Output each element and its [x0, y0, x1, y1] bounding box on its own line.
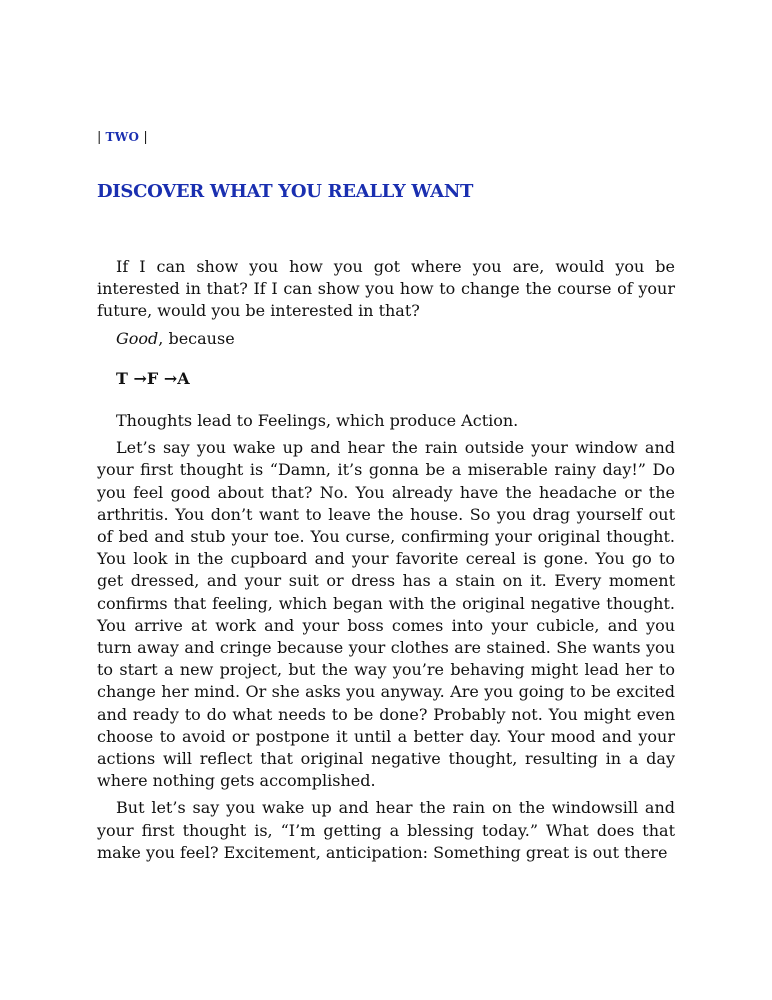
formula: T →F →A: [116, 368, 190, 388]
chapter-label: [97, 130, 675, 145]
paragraph-3: Thoughts lead to Feelings, which produce Action.: [116, 411, 519, 431]
paragraph-4: Let’s say you wake up and hear the rain outside your window and your first thought is “Damn, it’s gonna be a miserable rainy day!” Do you feel good about that? No. You already have the headache or the arthritis. You don’t want to leave the house. So you drag yourself out of bed and stub your toe. You curse, confirming your original thought. You look in the cupboard and your favorite cereal is gone. You go to get dressed, and your suit or dress has a stain on it. Every moment confirms that feeling, which began with the original negative thought. You arrive at work and your boss comes into your cubicle, and you turn away and cringe because your clothes are stained. She wants you to start a new project, but the way you’re behaving might lead her to change her mind. Or she asks you anyway. Are you going to be excited and ready to do what needs to be done? Probably not. You might even choose to avoid or postpone it until a better day. Your mood and your actions will reflect that original negative thought, resulting in a day where nothing gets accomplished.: [97, 438, 675, 791]
chapter-number: TWO: [105, 130, 140, 144]
paragraph-2-italic: Good: [116, 328, 159, 348]
chapter-label-close: |: [139, 130, 148, 145]
book-page: [97, 130, 675, 869]
paragraph-2: [97, 328, 675, 350]
paragraph-2-rest: , because: [158, 328, 235, 348]
paragraph-1: If I can show you how you got where you are, would you be interested in that? If I can show you how to change the course of your future, would you be interested in that?: [97, 257, 675, 321]
paragraph-5: But let’s say you wake up and hear the rain on the windowsill and your first thought is, “I’m getting a blessing today.” What does that make you feel? Excitement, anticipation: Something great is out there: [97, 798, 675, 862]
chapter-label-open: |: [97, 130, 106, 145]
chapter-title: DISCOVER WHAT YOU REALLY WANT: [97, 181, 474, 202]
chapter-body: [97, 256, 675, 864]
